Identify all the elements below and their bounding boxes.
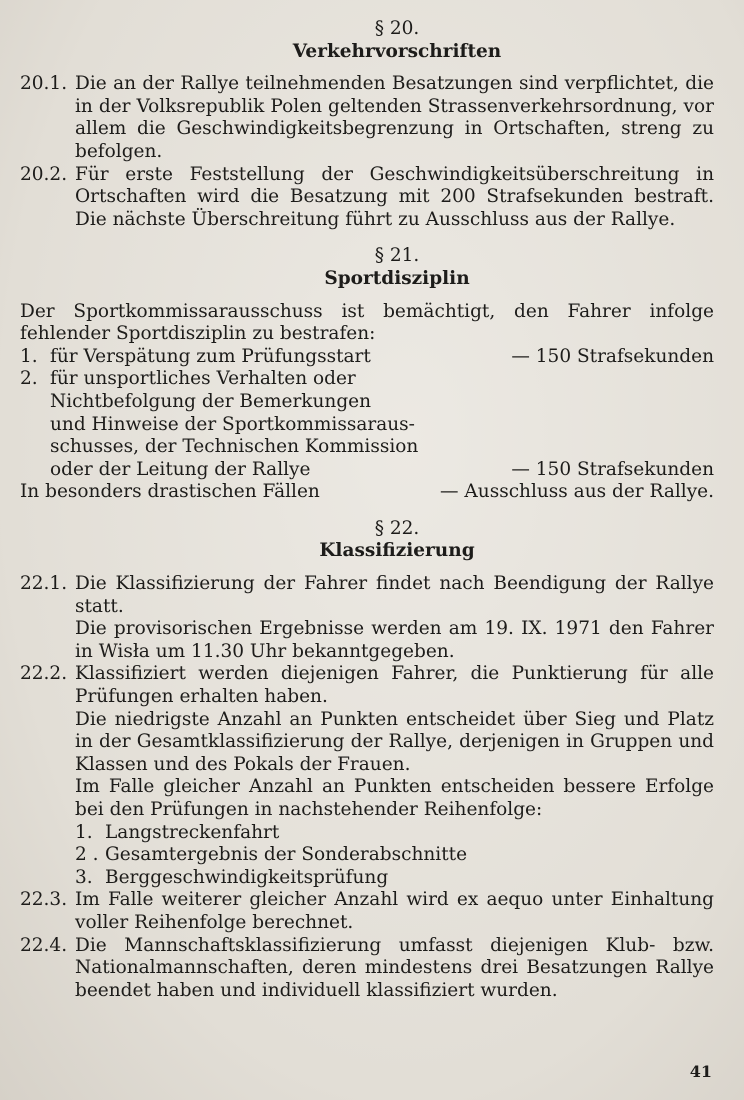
list-number: 2 . [75, 844, 99, 866]
item-text-line: schusses, der Technischen Kommission [50, 436, 419, 458]
item-number: 1. [20, 345, 38, 367]
item-penalty: — 150 Strafsekunden [511, 345, 714, 367]
section-20-title: Verkehrvorschriften [292, 40, 502, 62]
list-text: Langstreckenfahrt [105, 821, 280, 843]
item-text-line: oder der Leitung der Rallye [50, 458, 311, 480]
list-number: 1. [75, 821, 93, 843]
item-text-line: Nichtbefolgung der Bemerkungen [50, 390, 372, 412]
penalty-item-2 [20, 368, 714, 481]
paragraph-22-4 [20, 935, 714, 1003]
paragraph-number: 22.2. [20, 663, 68, 685]
paragraph-text: Die niedrigste Anzahl an Punkten entscheidet über Sieg und Platz in der Gesamtklassifizierung der Rallye, derjenigen in Gruppen und Klassen und des Pokals der Frauen. [75, 708, 714, 775]
paragraph-22-2 [20, 663, 714, 889]
paragraph-text: Die Mannschaftsklassifizierung umfasst diejenigen Klub- bzw. Nationalmannschaften, deren mindestens drei Besatzungen Rallye beendet haben und individuell klassifiziert wurden. [75, 934, 714, 1001]
item-penalty: — Ausschluss aus der Rallye. [440, 481, 714, 503]
paragraph-text: Für erste Feststellung der Geschwindigkeitsüberschreitung in Ortschaften wird die Besatzung mit 200 Strafsekunden bestraft. Die nächste Überschreitung führt zu Ausschluss aus der Rallye. [75, 163, 714, 230]
list-text: Berggeschwindigkeitsprüfung [105, 866, 389, 888]
list-item [75, 822, 714, 845]
list-item [75, 867, 714, 890]
section-21-number: § 21. [374, 245, 420, 267]
section-20-number: § 20. [374, 18, 420, 39]
item-text: In besonders drastischen Fällen [20, 481, 320, 503]
paragraph-text: Die Klassifizierung der Fahrer findet nach Beendigung der Rallye statt. [75, 573, 714, 617]
paragraph-number: 22.3. [20, 889, 68, 911]
section-21-title: Sportdisziplin [324, 267, 470, 289]
section-21-intro: Der Sportkommissarausschuss ist bemächtigt, den Fahrer infolge fehlender Sportdisziplin zu bestrafen: [20, 300, 714, 345]
paragraph-text: Die an der Rallye teilnehmenden Besatzungen sind verpflichtet, die in der Volksrepublik Polen geltenden Strassenverkehrsordnung, vor allem die Geschwindigkeitsbegrenzung in Ortschaften, streng zu befolgen. [75, 73, 714, 162]
section-22-title: Klassifizierung [319, 540, 475, 562]
list-item [75, 844, 714, 867]
paragraph-number: 22.4. [20, 934, 68, 956]
paragraph-text: Im Falle gleicher Anzahl an Punkten entscheiden bessere Erfolge bei den Prüfungen in nachstehender Reihenfolge: [75, 776, 714, 820]
paragraph-text: Im Falle weiterer gleicher Anzahl wird ex aequo unter Einhaltung voller Reihenfolge berechnet. [75, 889, 714, 933]
penalty-item-1 [20, 346, 714, 369]
paragraph-number: 22.1. [20, 573, 68, 595]
penalty-item-3 [20, 481, 714, 504]
paragraph-text: Klassifiziert werden diejenigen Fahrer, die Punktierung für alle Prüfungen erhalten haben. [75, 663, 714, 708]
paragraph-20-1 [20, 73, 714, 163]
list-number: 3. [75, 866, 93, 888]
paragraph-22-1 [20, 573, 714, 663]
item-text-line: für unsportliches Verhalten oder [50, 368, 356, 390]
item-number: 2. [20, 368, 38, 390]
page-number: 41 [689, 1062, 712, 1081]
item-penalty: — 150 Strafsekunden [511, 458, 714, 480]
item-text: für Verspätung zum Prüfungsstart [50, 345, 371, 367]
section-22-number: § 22. [374, 517, 420, 539]
paragraph-22-3 [20, 889, 714, 934]
paragraph-20-2 [20, 164, 714, 232]
paragraph-text: Die provisorischen Ergebnisse werden am 19. IX. 1971 den Fahrer in Wisła um 11.30 Uhr bekanntgegeben. [75, 618, 714, 662]
paragraph-number: 20.1. [20, 73, 68, 95]
paragraph-number: 20.2. [20, 163, 68, 185]
list-text: Gesamtergebnis der Sonderabschnitte [105, 844, 468, 866]
page-content [20, 18, 714, 1002]
item-text-line: und Hinweise der Sportkommissaraus- [50, 413, 415, 435]
